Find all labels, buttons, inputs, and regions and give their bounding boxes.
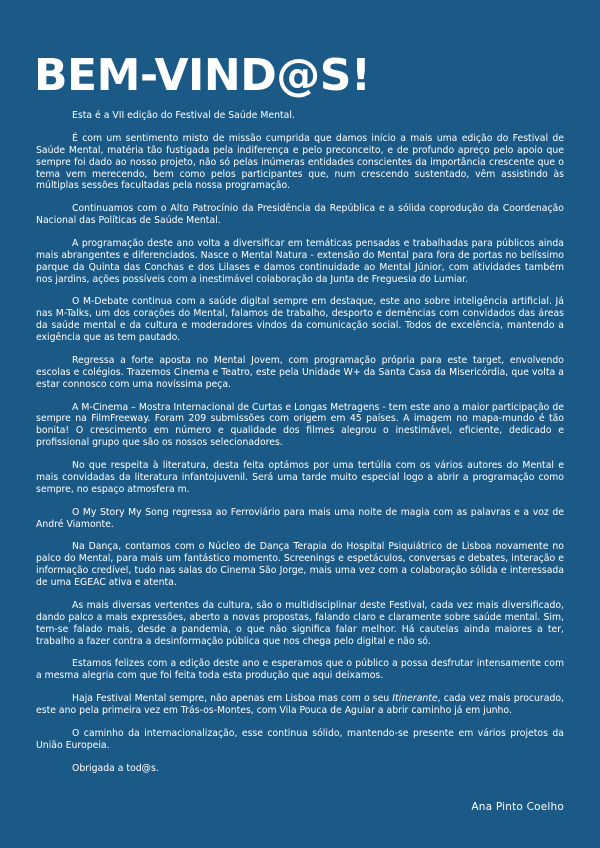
paragraph: A M-Cinema – Mostra Internacional de Curtas e Longas Metragens - tem este ano a maior participação de sempre na FilmFreeway. Foram 209 submissões com origem em 45 países. A imagem no mapa-mundo é tão bonita! O crescimento em número e qualidade dos filmes alegrou o inestimável, eficiente, dedicado e profissional grupo que são os nossos selecionadores. (36, 401, 564, 449)
paragraph: O My Story My Song regressa ao Ferroviário para mais uma noite de magia com as palavras e a voz de André Viamonte. (36, 506, 564, 530)
paragraph: Estamos felizes com a edição deste ano e esperamos que o público a possa desfrutar intensamente com a mesma alegria com que foi feita toda esta produção que aqui deixamos. (36, 658, 564, 682)
paragraph: O caminho da internacionalização, esse continua sólido, mantendo-se presente em vários projetos da União Europeia. (36, 727, 564, 751)
paragraph: O M-Debate continua com a saúde digital sempre em destaque, este ano sobre inteligência artificial. Já nas M-Talks, um dos corações do Mental, falamos de trabalho, desporto e demências com convidados das áreas da saúde mental e da cultura e moderadores vindos da comunicação social. Todos de excelência, mantendo a exigência que as tem pautado. (36, 296, 564, 344)
itinerante-text-before: Haja Festival Mental sempre, não apenas em Lisboa mas com o seu (72, 693, 393, 705)
page-title: BEM-VIND@S! (34, 50, 371, 101)
paragraph: No que respeita à literatura, desta feita optámos por uma tertúlia com os vários autores do Mental e mais convidadas da literatura infantojuvenil. Será uma tarde muito especial logo a abrir a programação como sempre, no espaço atmosfera m. (36, 460, 564, 495)
editorial-body (36, 110, 564, 785)
paragraph: As mais diversas vertentes da cultura, são o multidisciplinar deste Festival, cada vez mais diversificado, dando palco a mais expressões, aberto a novas propostas, falando claro e claramente sobre saúde mental. Sim, tem-se falado mais, desde a pandemia, o que não significa falar melhor. Há cautelas ainda maiores a ter, trabalho a fazer contra a desinformação pública que nos chega pelo digital e não só. (36, 599, 564, 647)
itinerante-italic: Itinerante (392, 693, 438, 705)
paragraph: Regressa a forte aposta no Mental Jovem, com programação própria para este target, envolvendo escolas e colégios. Trazemos Cinema e Teatro, este pela Unidade W+ da Santa Casa da Misericórdia, que volta a estar connosco com uma novíssima peça. (36, 354, 564, 390)
thanks-line: Obrigada a tod@s. (72, 762, 159, 774)
paragraph-itinerante (36, 693, 564, 717)
paragraph-intro: Esta é a VII edição do Festival de Saúde Mental. (72, 110, 295, 121)
paragraph: Continuamos com o Alto Patrocínio da Presidência da República e a sólida coprodução da Coordenação Nacional das Políticas de Saúde Mental. (36, 203, 564, 227)
paragraph: Na Dança, contamos com o Núcleo de Dança Terapia do Hospital Psiquiátrico de Lisboa novamente no palco do Mental, para mais um fantástico momento. Screenings e espetáculos, conversas e debates, interação e informação credível, tudo nas salas do Cinema São Jorge, mais uma vez com a colaboração sólida e interessada de uma EGEAC ativa e atenta. (36, 541, 564, 589)
paragraph: É com um sentimento misto de missão cumprida que damos início a mais uma edição do Festival de Saúde Mental, matéria tão fustigada pela indiferença e pelo preconceito, e de profundo apreço pelo apoio que sempre foi dado ao nosso projeto, não só pelas inúmeras entidades conscientes da importância crescente que o tema vem merecendo, bem como pelos participantes que, num crescendo sustentado, vêm assistindo às múltiplas sessões facultadas pela nossa programação. (36, 132, 564, 192)
signature: Ana Pinto Coelho (471, 801, 564, 813)
paragraph: A programação deste ano volta a diversificar em temáticas pensadas e trabalhadas para públicos ainda mais abrangentes e diferenciados. Nasce o Mental Natura - extensão do Mental para fora de portas no belíssimo parque da Quinta das Conchas e dos Lilases e damos continuidade ao Mental Júnior, com atividades também nos jardins, ações possíveis com a inestimável colaboração da Junta de Freguesia do Lumiar. (36, 237, 564, 285)
itinerante-text-after: , cada vez mais procurado, este ano pela primeira vez em Trás-os-Montes, com Vila Pouca de Aguiar a abrir caminho já em junho. (36, 693, 564, 717)
